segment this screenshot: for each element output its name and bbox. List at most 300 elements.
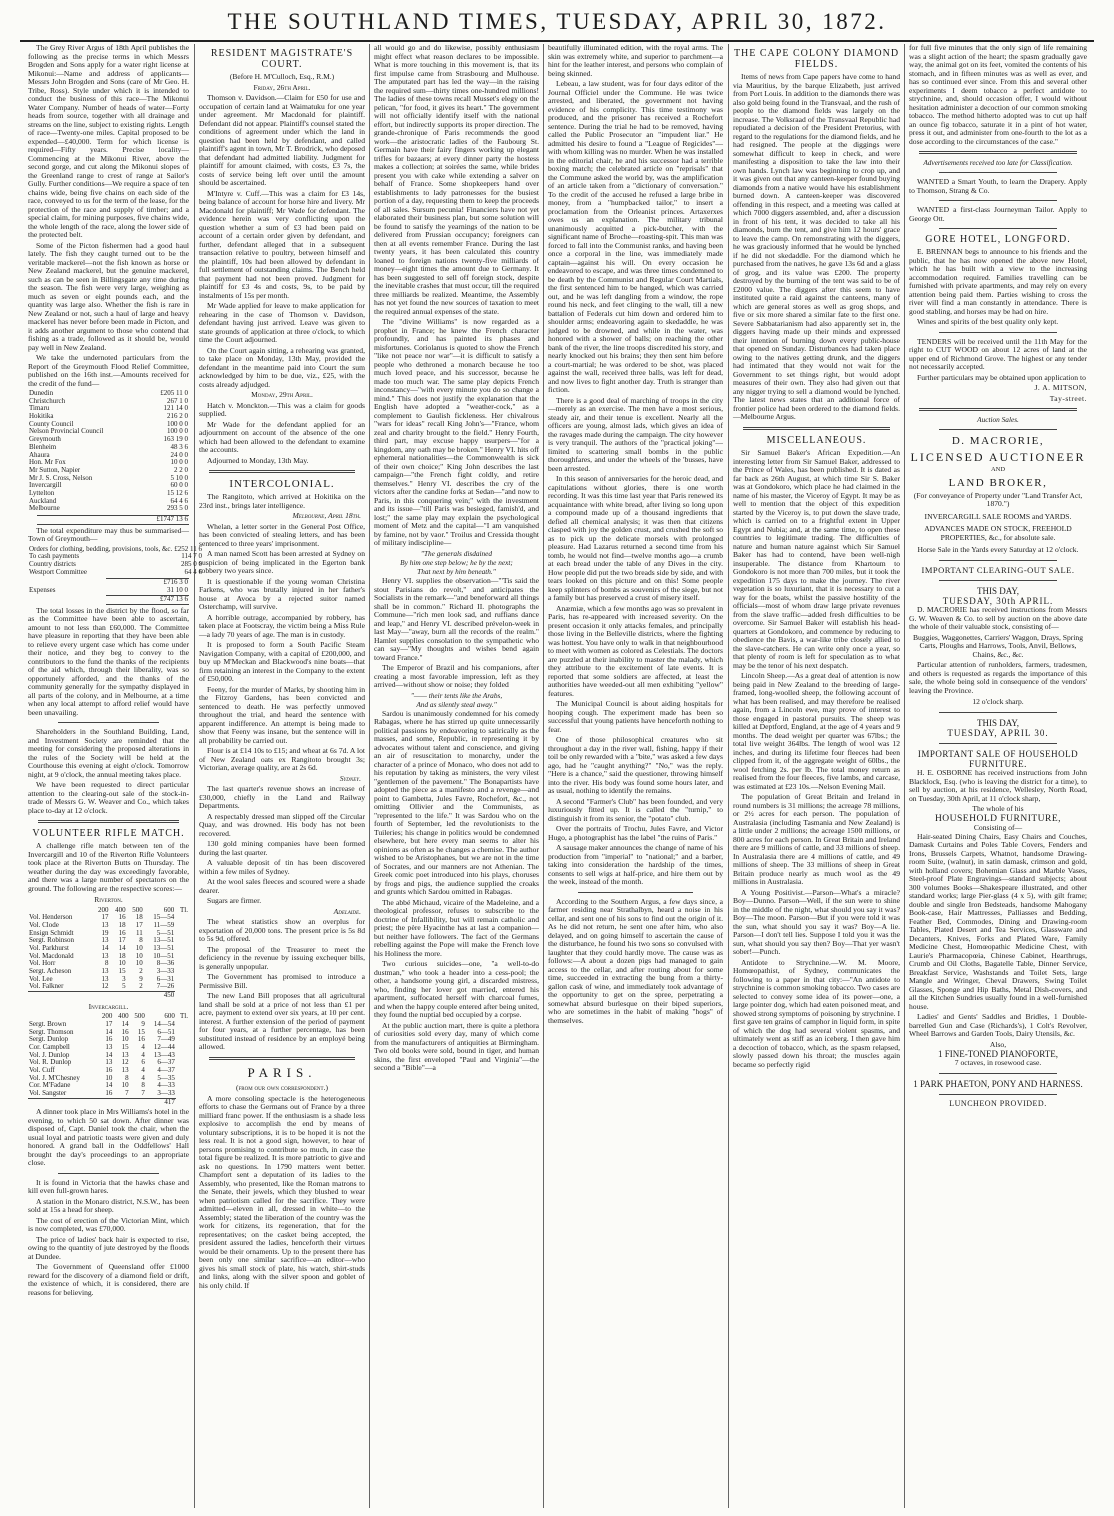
invercargill-table — [28, 1013, 189, 1106]
expend-item: Westport Committee — [29, 567, 87, 576]
yards-header: 600 — [164, 1012, 175, 1021]
heading-cape-colony: THE CAPE COLONY DIAMOND FIELDS. — [733, 48, 900, 71]
score-400: 18 — [118, 951, 126, 960]
masthead — [20, 6, 1094, 42]
yards-header: 500 — [132, 905, 143, 914]
inter-quarter: The last quarter's revenue shows an increase of £30,000, chiefly in the Land and Railway Departments. — [199, 784, 365, 811]
score-500: 4 — [141, 1066, 145, 1075]
score-400: 13 — [121, 1050, 129, 1059]
shooter-name: Vol. Horr — [29, 959, 56, 968]
expend-amount: £252 11 6 — [174, 544, 203, 553]
column-5 — [733, 44, 900, 1506]
yards-header: 400 — [118, 1012, 129, 1021]
inter-farkens: It is questionable if the young woman Christina Farkens, who was brutally injured in her father's house at Avoca by a rejected suitor named Osterchamp, will survive. — [199, 576, 365, 612]
score-total: 417 — [28, 1098, 176, 1106]
inter-rangitoto: The Rangitoto, which arrived at Hokitika on the 23rd inst., brings later intelligence. — [199, 492, 365, 510]
score-400: 10 — [121, 1035, 129, 1044]
article-mint: The cost of erection of the Victorian Mint, which is now completed, was £70,000. — [28, 1215, 189, 1234]
score-500: 10 — [135, 944, 143, 953]
article-clearing: We have been requested to direct particular attention to the clearing-out sale of the stock-in-trade of Messrs G. W. Weaver and Co., which takes place to-day at 12 o'clock. — [28, 780, 189, 815]
paris-p9: At the public auction mart, there is quite a plethora of curiosities sold every day, many of which come from the manufacturers of antiquities at Birmingham. Two old books were sold, bound in tiger, and human skins, the first enveloped "Paul and Virginia"—the second a "Bible"—a — [374, 1020, 539, 1073]
expend-total-value: £747 13 6 — [106, 595, 189, 604]
score-200: 13 — [101, 974, 109, 983]
expend-table — [28, 546, 203, 577]
misc-antidote: Antidote to Strychnine.—W. M. Moore, Homœopathist, of Sydney, communicates the following to a paper in that city:—"An antidote to strychnine is common smoking tobacco. Two cases are selected to convey some idea of its power—one, a large pointer dog, which had eaten poisoned meat, and showed strong symptoms of poisoning by strychnine. I first gave ten grains of camphor in liquid form, in spite of which the dog had several violent spasms, and ultimately went as stiff as an iceberg. I then gave him a decoction of tobacco, which, as the spasm relapsed, slowly passed down his throat; the muscles again became so perfectly rigid — [733, 957, 900, 1069]
quote-line: "—— their tents like the Arabs, — [410, 690, 503, 700]
separator — [939, 712, 1057, 713]
score-total-row — [28, 992, 189, 1000]
article-monaro: A station in the Monaro district, N.S.W., has been sold at 15s a head for sheep. — [28, 1196, 189, 1215]
relief-amount: 5 10 0 — [170, 473, 188, 482]
score-400: 18 — [118, 920, 126, 929]
ad-luncheon: LUNCHEON PROVIDED. — [949, 1098, 1047, 1108]
score-400: 16 — [118, 913, 126, 922]
paris-p13: In this season of anniversaries for the heroic dead, and capitulations without glories, there is one worth recording. It was this time last year that Paris renewed its acquaintance with white bread, after living so long upon a compound made up of a thousand ingredients that defied all chemical analysis; it was then that citizens clasped with joy the golden crust, and crushed the soft so as to pick up the delicate morsels with prolonged pleasure. Had Lazarus returned a second time from his tomb, he would not find—twelve months ago—a crumb at each bread under the table of any Dives in the city. How people did put the two breads side by side, and with tears looked on this picture and on this! Some people keep splinters of bombs as souvenirs of the siege, but not a family but has preserved a crust of misery itself. — [548, 474, 723, 602]
score-600-total: 13—43 — [153, 1050, 175, 1059]
riverton-table — [28, 907, 189, 1000]
shooter-name: Sergt. Thomson — [29, 1027, 74, 1036]
ad-tenders: TENDERS will be received until the 11th May for the right to CUT WOOD on about 12 acres of land at the upper end of Richmond Grove. The highest or any tender not necessarily accepted. — [909, 336, 1087, 372]
relief-amount: 216 2 0 — [167, 412, 188, 421]
ad-also: Also, — [989, 1039, 1007, 1049]
paris-p11: Lebeau, a law student, was for four days editor of the Journal Officiel under the Commune. He was twice arrested, and liberated, the government not having evidence of his complicity. This time testimony was produced, and the prisoner has received a Rochefort sentence. During the trial he had to be removed, having called the Public Prosecutor an "impudent liar." He admitted his desire to found a "League of Regicides"—with whom killing was no murder. When he was installed in the editorial chair, he and his successor had a terrible boxing match; the celebrated article on "reprisals" that the Commune asked the world by, was the amplification of an article taken from a "dictionary of conversation." To the credit of the accused he refused a large bribe in money, from a "humpbacked tailor," to insert a proclamation from the Orleanist princes. Artaxerxes owes us an explanation. The military tribunal unanimously acquitted a pick-butcher, with the significant name of Broche—roasting-spit. This man was forced to fall into the Communist ranks, and having been once a corporal in the line, was immediately made captain—against his will. On every occasion he endeavored to escape, and was three times condemned to be death by the Communist and Regular Court Martials, the first sentenced him to be hanged, which was carried out, and he was left dangling from a window, the rope round his neck, and feet clinging to the wall, till a new battalion of Federals cut him down and ordered him to shoulder arms; endeavoring again to skedaddle, he was judged to be drowned, and while in the water, was honored with a shower of balls; on reaching the other bank of the river, the line troops discredited his story, and nearly knocked out his brains; they then sent him before a court-martial; he was ordered to be shot, was placed against the wall, received three balls, was left for dead, and now lives to fight another day. Truth is stranger than fiction. — [548, 79, 723, 394]
relief-amount: 48 3 6 — [170, 442, 188, 451]
ad-sale-rooms: INVERCARGILL SALE ROOMS and YARDS. — [924, 511, 1072, 521]
relief-source: County Council — [29, 419, 74, 428]
yards-header: 600 — [163, 905, 175, 914]
relief-amount: 10 0 0 — [170, 458, 188, 467]
shooter-name: Vol. Macdonald — [29, 951, 74, 960]
inter-landbill: The new Land Bill proposes that all agricultural land shall be sold at a price of not less than £1 per acre, payment to extend over six years, at 10 per cent. interest. A further extension of the period of payment for four years, at a further percentage, has been substituted instead of residence by an employé being allowed. — [199, 991, 365, 1052]
separator — [38, 820, 179, 823]
score-200: 12 — [101, 982, 109, 991]
article-shareholders: Shareholders in the Southland Building, Land, and Investment Society are reminded that the meeting for considering the proposed alterations in the rules of the Society will be held at the Courthouse this evening at eight o'clock. Tomorrow night, at 9 o'clock, the annual meeting takes place. — [28, 727, 189, 779]
column-rule — [728, 44, 729, 1508]
article-relief-intro: We take the undernoted particulars from the Report of the Greymouth Flood Relief Committee, published on the 16th inst.—Amounts received for the credit of the fund— — [28, 353, 189, 388]
score-500: 11 — [136, 928, 143, 937]
article-losses: The total losses in the district by the flood, so far as the Committee have been able to ascertain, amount to not less than £60,000. The Committee have pleasure in reporting that they have been able to relieve every urgent case which has come under their notice, and they beg to convey to the contributors to the fund the thanks of the recipients of the aid which, through their liberality, was so opportunely afforded, and the thanks of the community generally for the sympathy displayed in all parts of the colony, and in Melbourne, at a time when any local attempt to afford relief would have been unavailing. — [28, 605, 189, 717]
ad-advances: ADVANCES MADE ON STOCK, FREEHOLD PROPERTIES, &c., for absolute sale. — [924, 524, 1072, 542]
inter-horrible: A horrible outrage, accompanied by robbery, has taken place at Footscray, the victim being a Miss Rule—a lady 70 years of age. The man is in custody. — [199, 612, 365, 639]
yards-header: 400 — [115, 905, 126, 914]
paris-p4: Henry VI. supplies the observation—"'Tis said the stout Parisians do revolt," and anticipates the Socialists in the remark—"and beneforward all things shall be in common." Richard II. photographs the Commune—"rich men look sad, and ruffians dance and leap," and Henry VI. described prévelon-week in last May—"away, burn all the records of the realm." Hamlet supplies consolation to the sympathetic who can say—"My thoughts and wishes bend again toward France." — [374, 576, 539, 662]
ad-mitson: J. A. MITSON, — [1034, 383, 1087, 393]
column-6 — [909, 44, 1087, 1506]
column-4 — [548, 44, 723, 1506]
score-500: 7 — [141, 1089, 145, 1098]
case-wade1: Mr Wade applied for leave to make application for rehearing in the case of Thomson v. Davidson, defendant having just arrived. Leave was given to state grounds of application at three o'clock, to which time the Court adjourned. — [199, 301, 365, 345]
ad-this-day: THIS DAY, — [976, 586, 1019, 597]
ad-licensed: LICENSED AUCTIONEER — [910, 449, 1086, 464]
score-500: 8 — [141, 1081, 145, 1090]
separator — [939, 743, 1057, 744]
ad-gore-wines: Wines and spirits of the best quality only kept. — [917, 317, 1059, 327]
relief-amount: 24 0 0 — [170, 450, 188, 459]
score-600-total: 4—37 — [157, 1066, 175, 1075]
yards-header: 200 — [101, 1012, 113, 1021]
case-resit: On the Court again sitting, a rehearing was granted, to take place on Monday, 13th May, provided the defendant in the meantime paid into Court the sum acknowledged by him to be due, viz., £25, with the costs already adjudged. — [199, 345, 365, 389]
expenses-label: Expenses — [29, 586, 56, 595]
relief-source: Nelson Provincial Council — [29, 427, 104, 436]
inter-wool: At the wool sales fleeces and scoured were a shade dearer. — [199, 877, 365, 895]
relief-amount: 60 0 0 — [170, 481, 188, 490]
score-total: 450 — [28, 992, 175, 1000]
score-400: 13 — [121, 1066, 129, 1075]
relief-total-value: £1747 13 6 — [37, 516, 189, 525]
score-400: 10 — [118, 959, 126, 968]
separator — [939, 429, 1057, 430]
ad-tuesday: TUESDAY, 30th APRIL. — [942, 596, 1054, 607]
score-400: 10 — [121, 1081, 129, 1090]
paris-p8: Two curious suicides—one, "a well-to-do dustman," who took a header into a cess-pool; the other, a handsome young girl, a discarded mistress, who, finding her lover got married, entered his apartment, suffocated herself with charcoal fumes, and when the happy couple entered after being united, they found the nuptial bed occupied by a corpse. — [374, 959, 539, 1020]
ad-important-sale: IMPORTANT SALE OF HOUSEHOLD FURNITURE. — [917, 748, 1079, 770]
ad-tenders-further: Further particulars may be obtained upon application to — [917, 372, 1086, 382]
paris-p1: A more consoling spectacle is the heterogeneous efforts to chase the Germans out of France by a three milliard franc power. If the enthusiasm is a shade less explosive to accomplish the end by means of voluntary subscriptions, it is to be hoped it is not the less real. It is not a good sign, however, to hear of persons promising to contribute so much, in case the total figure be realized. It is more patriotic to give and ask no questions. In 1790 matters went better. Champfort sent a deputation of its ladies to the Assembly, who presented, like the Roman matrons to the Senate, their jewels, which they blushed to wear when patriotism called for the sacrifice. They were admitted—eleven in all, dressed in white—to the Assembly; stated the liberation of the country was the work for citizens, its regeneration, that for the representatives; on the casket being accepted, the president assured the ladies, henceforth their virtues would be their ornaments. Up to the present there has been only one similar sacrifice—an editor—who gives his small stock of plate, his watch, shirt-studs and links, along with the silver spoon and goblet of his only child. If — [199, 1093, 365, 1290]
case-adjourned: Adjourned to Monday, 13th May. — [207, 455, 309, 465]
score-200: 8 — [105, 959, 109, 968]
score-400: 8 — [125, 1073, 129, 1082]
relief-amount: 293 5 0 — [167, 504, 188, 513]
auction-sales-label: Auction Sales. — [977, 415, 1019, 425]
column-2 — [199, 44, 365, 1506]
heading-miscellaneous: MISCELLANEOUS. — [766, 434, 867, 446]
relief-source: Ahaura — [29, 450, 50, 459]
quote-line: By him one step below; he by the next; — [400, 557, 513, 567]
paris-p19: A sausage maker announces the change of name of his production from "imperial" to "national;" and a barber, taking into consideration the hardship of the times, consents to sell wigs at half-price, and hire them out by the week, instead of the month. — [548, 843, 723, 886]
separator — [939, 1073, 1057, 1074]
score-200: 10 — [105, 1073, 113, 1082]
score-600-total: 7—26 — [156, 982, 175, 991]
score-500: 10 — [135, 959, 143, 968]
inter-flour: Flour is at £14 10s to £15; and wheat at 6s 7d. A lot of New Zealand oats ex Rangitoto brought 3s; Victorian, average quality, are at 2s 6d. — [199, 746, 365, 773]
separator — [58, 1173, 159, 1174]
expend-item: To cash payments — [29, 552, 80, 561]
score-500: 17 — [135, 920, 143, 929]
invercargill-label: Invercargill. — [88, 1001, 129, 1011]
article-victoria: It is found in Victoria that the hawks chase and kill even full-grown hares. — [28, 1177, 189, 1196]
score-200: 13 — [101, 936, 109, 945]
paris-sub: (from our own correspondent.) — [236, 1083, 328, 1093]
case-wade2: Mr Wade for the defendant applied for an adjournment on account of the absence of the one which had been allowed to the defendant to examine the accounts. — [199, 419, 365, 455]
table-row — [28, 444, 189, 452]
heading-paris: PARIS. — [247, 1064, 317, 1080]
score-500: 2 — [139, 982, 143, 991]
column-rule — [904, 44, 905, 1508]
ad-weaver: D. MACRORIE has received instructions from Messrs G. W. Weaven & Co. to sell by auction on the above date the whole of their valuable stock, consisting of— — [909, 605, 1087, 632]
score-500: 9 — [139, 974, 143, 983]
paris-p15: The Municipal Council is about aiding hospitals for hooping cough. The experiment made has been so successful that young patients have henceforth nothing to fear. — [548, 699, 723, 734]
shooter-name: Vol. Parkhurst — [29, 944, 69, 953]
score-600-total: 10—51 — [153, 951, 175, 960]
score-600-total: 3—33 — [156, 967, 175, 976]
ad-household: HOUSEHOLD FURNITURE, — [934, 813, 1062, 824]
relief-amount: 100 0 0 — [167, 427, 188, 436]
vol-intro: A challenge rifle match between ten of the Invercargill and 10 of the Riverton Rifle Volunteers took place at the Riverton Butts on Thursday. The weather during the day was exceedingly favorable, and there was a large number of spectators on the ground. The following are the respective scores:— — [28, 841, 189, 893]
score-400: 16 — [121, 1027, 129, 1036]
case-mintyre: M'Intyre v. Cuff.—This was a claim for £3 14s, being balance of account for horse hire and livery. Mr Macdonald for plaintiff; Mr Wade for defendant. The evidence herein was very conflicting upon the question whether a sum of £3 had been paid on account of a certain order given by defendant, and further, defendant alleged that in a subsequent transaction relative to poultry, between himself and the plaintiff, 10s had been allowed by defendant in full settlement of outstanding claims. The Bench held that payment had not been proved. Judgment for plaintiff for £3 4s and costs, 9s, to be paid by instalments of 15s per month. — [199, 188, 365, 300]
paris-p12: There is a good deal of marching of troops in the city—merely as an exercise. The men have a most serious, steady air, and their tenue is excellent. Nearly all the officers are young, almost lads, which gives an idea of the ravages made during the campaign. The city however is very tranquil. The authors of the "practical joking"—limited to scattering small bombs in the public thoroughfares, and under the wheels of the 'busses, have been arrested. — [548, 395, 723, 473]
column-3 — [374, 44, 539, 1506]
relief-source: Mr Sutton, Napier — [29, 465, 81, 474]
ad-land-broker: LAND BROKER, — [948, 477, 1048, 490]
score-600-total: 6—51 — [157, 1027, 175, 1036]
score-500: 6 — [141, 1058, 145, 1067]
score-600-total: 15—54 — [153, 913, 175, 922]
yards-header: Tl. — [180, 905, 188, 914]
ad-and: AND — [990, 466, 1006, 474]
relief-source: Hokitika — [29, 412, 54, 421]
relief-source: Invercargill — [29, 481, 62, 490]
ad-saddles: Ladies' and Gents' Saddles and Bridles, 1 Double-barrelled Gun and Case (Richards's), 1 Colt's Revolver, Wheel Barrows and Garden Tools, Dairy Utensils, &c. — [909, 1012, 1087, 1039]
score-500: 9 — [141, 1019, 145, 1028]
expend-amount: 114 7 0 — [181, 552, 203, 561]
score-600-total: 4—33 — [157, 1081, 175, 1090]
score-200: 13 — [101, 967, 109, 976]
cape-article: Items of news from Cape papers have come to hand via Mauritius, by the barque Elizabeth, just arrived from Port Louis. In addition to the diamonds there was also gold being found in the Transvaal, and the rush of people to the diamond fields was largely on the increase. The Volksraad of the Transvaal Republic had repudiated a decision of the President Pretorius, with regard to the regulations for the diamond fields, and he had resigned. The people at the diggings were somewhat difficult to keep in check, and were manifesting a disposition to take the law into their own hands. Lynch law was beginning to crop up, and it was given out that any canteen-keeper found buying diamonds from a native would have his establishment burned down. A canteen-keeper was discovered offending in this respect, and a meeting was called at which 7000 diggers assembled, and, after a discussion in front of his tent, it was decided to take all his diamonds, burn the tent, and give him 12 hours' grace to leave the camp. On remonstrating with the diggers, he was graciously informed that he would be lynched if he did not skedaddle. For the diamond which he purchased from the natives, he gave 13s 6d and a glass of grog, and its value was £200. The property destroyed by the burning of the tent was said to be of £2000 value. The diggers after this seem to have instituted quite a raid against the canteens, many of which are general stores as well as grog shops, and five or six more shared a similar fate to the first one. Severe Sabbatarianism had also apparently set in, the diggers having made up their minds and expressed their intention of burning down every public-house that opened on Sunday. Disturbances had taken place owing to the natives getting drunk, and the diggers had intimated that they would not wait for the Government to set things right, but would adopt measures of their own. They also had given out that any nigger trying to sell a diamond would be lynched. The latest news states that an additional force of frontier police had been ordered to the diamond fields.—Melbourne Argus. — [733, 72, 901, 422]
score-400: 5 — [122, 982, 126, 991]
yards-header: 500 — [134, 1012, 145, 1021]
dateline-adelaide: Adelaide. — [333, 906, 361, 916]
paris-p16: One of those philosophical creatures who sit throughout a day in the river wall, fishing, happy if their toil be only rewarded with a "bite," was asked a few days ago, had he "caught anything?" "No," was the reply. "Here is a chance," said the questioner, throwing himself into the river. His body was found some hours later, and as usual, nothing to identify the remains. — [548, 735, 723, 795]
separator — [939, 560, 1057, 561]
relief-amount: 121 14 0 — [163, 404, 188, 413]
ad-wanted-tailor: WANTED a first-class Journeyman Tailor. Apply to George Ott. — [909, 205, 1087, 223]
masthead-title: THE SOUTHLAND TIMES, TUESDAY, APRIL 30, 1872. — [227, 9, 887, 34]
shooter-name: Sergt. Brown — [29, 1019, 67, 1028]
shooter-name: Cor. Campbell — [29, 1042, 70, 1051]
score-200: 13 — [105, 1042, 113, 1051]
shooter-name: Sergt. Dunlop — [29, 1035, 69, 1044]
paris-p10: beautifully illuminated edition, with the royal arms. The skin was extremely white, and superior to parchment—a hint for the leather interest, and persons who complain of being skinned. — [548, 43, 723, 78]
score-600-total: 8—36 — [156, 959, 175, 968]
score-500: 4 — [141, 1050, 145, 1059]
column-rule — [369, 44, 370, 1508]
inter-sugars: Sugars are firmer. — [207, 896, 262, 906]
score-200: 13 — [101, 920, 109, 929]
ad-gore-body: E. BRENNAN begs to announce to his friends and the public, that he has now opened the above new Hotel, which he has built with a view to the increasing accommodation required. Families travelling can be furnished with private apartments, and may rely on every attention being paid them. Parties wishing to cross the river will find a man constantly in attendance. There is good stabling, and horses may be had on hire. — [909, 247, 1087, 316]
date-monday: Monday, 29th April. — [251, 390, 313, 400]
score-200: 17 — [101, 913, 109, 922]
relief-source: Melbourne — [29, 504, 60, 513]
relief-source: Greymouth — [29, 435, 61, 444]
score-500: 10 — [135, 951, 143, 960]
paris-p5: The Emperor of Brazil and his companions, after creating a most favorable impression, left as they arrived—without show or noise; they folded — [374, 663, 539, 690]
score-600-total: 3—33 — [157, 1089, 175, 1098]
score-200: 16 — [105, 1035, 113, 1044]
score-600-total: 7—49 — [157, 1035, 175, 1044]
shooter-name: Vol. Sangster — [29, 1089, 67, 1098]
relief-source: Dunedin — [29, 389, 54, 397]
relief-amount: 163 19 0 — [163, 435, 188, 444]
separator — [578, 892, 693, 893]
separator — [939, 172, 1057, 173]
paris-p7: The abbé Michaud, vicaire of the Madeleine, and a theological professor, refuses to subscribe to the doctrine of Infallibility, but will remain catholic and priest; the père Hyacinthe has at last a companion—but neither have followers. The fact of the Germans rebelling against the Pope will make the French love his Holiness the more. — [374, 897, 539, 958]
inter-permissive: The Government has promised to introduce a Permissive Bill. — [199, 972, 365, 990]
expend-amount: 64 4 6 — [184, 567, 203, 576]
quote-line: "The generals disdained — [420, 548, 493, 558]
ad-mitson-street: Tay-street. — [1049, 393, 1087, 403]
ad-furniture-list: Hair-seated Dining Chairs, Easy Chairs and Couches, Damask Curtains and Poles Table Covers, Fenders and Irons, Brussels Carpets, Whatnot, handsome Drawing-room Suite, (walnut), in satin damask, crimson and gold, with holland covers; Bohemian Glass and Marble Vases, Steel-proof Plate Engravings—standard subjects; about 300 volumes Books—Shakespeare illustrated, and other standard works; large Pier-glass (4 x 5), with gilt frame; double and single Iron Bedsteads, handsome Mahogany Book-case, Hair Mattresses, Palliasses and Bedding, Feather Bed, Commodes, Dining and Drawing-room Tables, Plated Desert and Tea Services, Glassware and Decanters, Knives, Forks and Plated Ware, Family Medicine Chest, Homœopathic Medicine Chest, with Laurie's Pharmacopœia, Chinese Cabinet, Hearthrugs, Crumb and Oil Cloths, Bagatelle Table, Dinner Service, Breakfast Service, Washstands and Toilet Sets, large Mangle and Wringer, Cheval Drawers, Swing Toilet Glasses, Sponge and Hip Baths, Metal Dish-covers, and all the Kitchen Sundries usually found in a well-furnished house. — [909, 831, 1087, 1011]
shooter-name: Vol. Clode — [29, 920, 59, 929]
score-400: 12 — [121, 1058, 129, 1067]
separator — [919, 151, 1077, 154]
score-400: 3 — [122, 974, 126, 983]
score-200: 14 — [101, 944, 109, 953]
late-ads-label: Advertisements received too late for Classification. — [923, 158, 1073, 167]
score-200: 16 — [105, 1066, 113, 1075]
article-strathalbyn: According to the Southern Argus, a few days since, a farmer residing near Strathalbyn, heard a noise in his cellar, and sent one of his sons to find out the origin of it. As he did not return, he sent one after him, who also delayed, and on going himself to ascertain the cause of the disturbance, he found his two sons so convulsed with laughter that they could hardly move. The cause was as follows:—A about a dozen pigs had managed to gain access to the cellar, and after routing about for some time, succeeded in extracting the bung from a thirty-gallon cask of wine, and immediately took advantage of the opportunity to get on the spree, perpetrating a somewhat absurd burlesque on their biped superiors, who are sometimes in the habit of making "hogs" of themselves. — [548, 896, 723, 1025]
shooter-name: Cor. M'Fadane — [29, 1081, 71, 1090]
score-500: 2 — [139, 967, 143, 976]
paris-p3: The "divine Williams" is now regarded as a prophet in France; he knew the French character profoundly, and has painted its phases and misfortunes. Coriolanus is quoted to show the French "like not peace nor war"—it is difficult to satisfy a people who dethroned a monarch because he too much loved peace, and his successor, because he made too much war. The same play depicts French inconstancy—"with every minute you do so change a mind." This does not justify the explanation that the English have adopted a "weather-cock," as a complement to Gaulish fickleness. Her chivalrous "wars for ideas" recall King John's—"France, whom zeal and charity brought to the field." Henry Fourth, third part, may excuse happy usurpers—"for a kingdom, any oath may be broken." Henry VI. hits off ephemeral nationalities—the Commonwealth is sick of their own choice;" King John describes the last campaign—"the French fight coldly, and retire themselves." Henry VI. describes the cry of the victors after the candine forks at Sedan—"and now to Paris, in this conquering vein;" with the investment and its issue—"till Paris was besieged, famish'd, and lost;" the same play may explain the psychological moment of Metz and the capital—"I am vanquished by famine, not by vaor." Troilus and Cressida thought of military indiscipline— — [374, 317, 539, 547]
ad-wanted-youth: WANTED a Smart Youth, to learn the Drapery. Apply to Thomson, Strang & Co. — [909, 177, 1087, 195]
case-thomson: Thomson v. Davidson.—Claim for £50 for use and occupation of certain land at Waimatuku for one year under agreement. Mr Macdonald for plaintiff. Defendant did not appear. Plaintiff's counsel stated the conditions of agreement under which the land in question had been held by defendant, and called plaintiff's agent in town, Mr T. Brodrick, who deposed that defendant had admitted liability. Judgment for plaintiff for amount claimed, with costs, £3 7s, the costs of service being left over until the amount should be ascertained. — [199, 93, 365, 188]
relief-source: Auckland — [29, 496, 57, 505]
separator — [919, 408, 1077, 411]
column-rule — [194, 44, 195, 1508]
dateline-melbourne: Melbourne, April 18th. — [292, 511, 361, 521]
score-400: 16 — [118, 928, 126, 937]
score-200: 14 — [105, 1081, 113, 1090]
score-600-total: 13—51 — [153, 936, 175, 945]
shooter-name: Vol. J. Dunlop — [29, 1050, 70, 1059]
relief-source: Timaru — [29, 404, 50, 413]
inter-feeny: Feeny, for the murder of Marks, by shooting him in the Fitzroy Gardens, has been convicted and sentenced to death. He was perfectly unmoved throughout the trial, and heard the sentence with apparent indifference. An attempt is being made to show that Feeny was insane, but the sentence will in all probability be carried out. — [199, 684, 365, 745]
score-500: 18 — [135, 913, 143, 922]
relief-amount: 100 0 0 — [167, 419, 188, 428]
quote-line: And as silently steal away." — [416, 699, 497, 709]
relief-source: Mr J. S. Cross, Nelson — [29, 473, 93, 482]
ad-clearing-heading: IMPORTANT CLEARING-OUT SALE. — [921, 564, 1075, 575]
paris-p14: Anæmiæ, which a few months ago was so prevalent in Paris, has re-appeared with increased severity. On the present occasion it only attacks females, and principally those living in the Belleville districts, where the fighting was hottest. You have only to walk in that neighbourhood to meet with women as colored as Celestials. The doctors are puzzled at their inability to master the malady, which they attribute to the excitement of late events. It is reported that some soldiers are affected, at least the authorities have weeded-out all men exhibiting "yellow" features. — [548, 603, 723, 698]
score-600-total: 14—54 — [153, 1019, 175, 1028]
shooter-name: Ensign Schmidt — [29, 928, 74, 937]
inter-gold: 130 gold mining companies have been formed during the last quarter. — [199, 839, 365, 857]
ad-horse-sale: Horse Sale in the Yards every Saturday at 12 o'clock. — [917, 545, 1079, 555]
score-500: 8 — [139, 936, 143, 945]
relief-total — [28, 515, 189, 525]
table-row — [28, 569, 203, 577]
score-400: 14 — [121, 1019, 129, 1028]
score-500: 15 — [137, 1027, 145, 1036]
article-argus: The Grey River Argus of 18th April publishes the following as the precise terms in which Messrs Brogden and Sons apply for a water right license at Mikonui:—Name and address of applicants—Messrs John Brogden and Sons (care of Mr Geo. H. Tribe, Ross). Style under which it is intended to conduct the business of this race—The Mikonui Water Company. Number of heads of water—Forty heads from source, together with all drainage and streams on the line, subject to existing rights. Length of race—Twenty-one miles. Capital proposed to be expended—£40,000. Term for which license is required—Fifty years. Precise locality—Commencing at the Mikonui River, above the second gorge, and cut along the Mikonui slopes of the Greenland range to crest of range at Sailor's Gully. Further conditions—We require a space of ten chains wide, being five chains on each side of the race, conveyed to us for the term of the lease, for the protection of the race and supply of timber; and a special claim, for mining purposes, five chains wide, the whole length of the race, along the lower side of the protected belt. — [28, 43, 189, 239]
shooter-name: Vol. R. Dunlop — [29, 1058, 72, 1067]
ad-conveyance: (For conveyance of Property under "Land Transfer Act, 1870.") — [913, 490, 1083, 509]
heading-volunteer-rifle-match: VOLUNTEER RIFLE MATCH. — [32, 828, 185, 839]
score-500: 4 — [141, 1073, 145, 1082]
score-600-total: 13—51 — [153, 944, 175, 953]
score-200: 14 — [105, 1050, 113, 1059]
relief-amount: 64 4 6 — [170, 496, 188, 505]
misc-young: A Young Positivist.—Parson—What's a miracle? Boy—Dunno. Parson—Well, if the sun were to shine in the middle of the night, what should you say it was? Boy—The moon. Parson—But if you were told it was the sun, what should you say it was? Boy—A lie. Parson—I don't tell lies. Suppose I told you it was the sun, what should you say then? Boy—That yer wasn't sober!—Punch. — [733, 887, 900, 957]
score-400: 15 — [118, 967, 126, 976]
relief-source: Blenheim — [29, 442, 57, 451]
relief-table — [28, 390, 189, 513]
score-600-total: 11—59 — [153, 920, 175, 929]
misc-lincoln: Lincoln Sheep.—As a great deal of attention is now being paid in New Zealand to the breeding of large-framed, long-woolled sheep, the following account of what has been realised, and may therefore be realised again, from a Lincoln ewe, may prove of interest to those engaged in pastoral pursuits. The sheep was killed at Deptford, England, at the age of 4 years and 9 months. The dead weight per quarter was 67lbs.; the total live weight 364lbs. The length of wool was 12 inches, and during its lifetime four fleeces had been clipped from it, of the aggregate weight of 60lbs., the wool fetching 2s. per lb. The total money return as realised from the four fleeces, five lambs, and carcase, was estimated at £23 10s.—Nelson Evening Mail. — [733, 671, 900, 791]
ad-phaeton: 1 PARK PHAETON, PONY AND HARNESS. — [913, 1078, 1083, 1089]
yards-header: 200 — [98, 905, 109, 914]
riverton-label: Riverton. — [94, 895, 123, 905]
heading-rm-court: RESIDENT MAGISTRATE'S COURT. — [210, 48, 354, 71]
yards-header: Tl. — [180, 1012, 188, 1021]
score-200: 16 — [105, 1089, 113, 1098]
score-600-total: 5—35 — [157, 1073, 175, 1082]
shooter-name: Vol. Cuff — [29, 1066, 55, 1075]
paris-p6: Sardou is unanimously condemned for his comedy Rabagas, where he has stirred up quite unnecessarily political passions by endeavoring to satirically as the masses, and some, Republic, in representing it by advocates without talent and conscience, and giving an air of resuscitation to monarchy, under the character of a prince of Monaco, who does not add to his reputation by taking as ministers, the very vilest "gentlemen of the pavement." The Bonapartists have adopted the piece as a manifesto and a revenge—and point to Gambetta, Jules Favre, Rochefort, &c., not omitting Ollivier and the Communists, as "represented to the life." It was Sardou who on the fourth of September, led the revolutionists to the Tuileries; his change in politics would be condemned elsewhere, but here every man seems to alter his opinions as often as he changes a chemise. The author wished to be Aristophanes, but we are not in the time of Socrates, and our manners are not Athenian. The Greek comic poet introduced into his plays, choruses by frogs and pigs, the audience supplied the croaks and grunts which Sardou omitted in Rabagas. — [374, 708, 539, 897]
inter-dredge: A respectably dressed man slipped off the Circular Quay, and was drowned. His body has not been recovered. — [199, 811, 365, 838]
inter-whelan: Whelan, a letter sorter in the General Post Office, has been convicted of stealing letters, and has been sentenced to three years' imprisonment. — [199, 521, 365, 548]
ad-whole: The whole of his — [972, 804, 1024, 814]
column-1 — [28, 43, 203, 1506]
score-500: 4 — [141, 1042, 145, 1051]
score-200: 13 — [105, 1058, 113, 1067]
score-600-total: 5—51 — [156, 928, 175, 937]
heading-intercolonial: INTERCOLONIAL. — [229, 478, 335, 491]
score-400: 15 — [121, 1042, 129, 1051]
score-400: 17 — [118, 936, 126, 945]
ad-octaves: 7 octaves, in rosewood case. — [954, 1058, 1042, 1068]
ad-tuesday-2: TUESDAY, APRIL 30. — [947, 727, 1049, 738]
relief-source: Christchurch — [29, 396, 66, 405]
shooter-name: Vol. Falkner — [29, 982, 64, 991]
rmc-before: (Before H. M'Culloch, Esq., R.M.) — [229, 72, 335, 82]
ad-osborne: H. E. OSBORNE has received instructions from John Blacklock, Esq. (who is leaving the district for a time), to sell by auction, at his residence, Wellesley, North Road, on Tuesday, 30th April, at 11 o'clock sharp, — [909, 768, 1087, 803]
score-600-total: 6—37 — [157, 1058, 175, 1067]
expend-sub — [28, 578, 189, 604]
shooter-name: Vol. Henderson — [29, 913, 73, 922]
expend-intro: The total expenditure may thus be summarised—Town of Greymouth— — [28, 525, 189, 544]
score-200: 19 — [101, 928, 109, 937]
score-600-total: 12—44 — [153, 1042, 175, 1051]
expenses-value: 31 10 0 — [167, 586, 188, 595]
article-picton: Some of the Picton fishermen had a good haul lately. The fish they caught turned out to be the veritable mackerel—not the fish known as horse or New Zealand mackerel, but the genuine mackerel, such as can be seen in Billingsgate any time during the season. The fish were very large, weighing as much as seven or eight pounds each, and the quantity was large also. Whether the fish is rare in New Zealand or not, such a haul of large and heavy mackerel has never before been made in Picton, and it adds another argument to those who contend that fishing as a trade, followed as it should be, would pay well in New Zealand. — [28, 240, 189, 352]
article-dinner: A dinner took place in Mrs Williams's hotel in the evening, to which 50 sat down. After dinner was disposed of, Capt. Daniel took the chair, when the usual loyal and patriotic toasts were given and duly honored. A grand ball in the Oddfellows' Hall brought the day's proceedings to an appropriate close. — [28, 1107, 189, 1168]
article-queensland: The Government of Queensland offer £1000 reward for the discovery of a diamond field or drift, the existence of which, it is considered, there are reasons for believing. — [28, 1262, 189, 1297]
inter-scott: A man named Scott has been arrested at Sydney on suspicion of being implicated in the Egerton bank robbery two years since. — [199, 549, 365, 576]
paris-p17: A second "Farmer's Club" has been founded, and very luxuriously fitted up. It is called the "turnip," to distinguish it from its senior, the "potato" club. — [548, 796, 723, 823]
relief-amount: 267 1 0 — [167, 396, 188, 405]
shooter-name: Sergt. Robinson — [29, 936, 74, 945]
score-total-row — [28, 1098, 189, 1106]
relief-source: Hon. Mr Fox — [29, 458, 66, 467]
paris-p18: Over the portraits of Trochu, Jules Favre, and Victor Hugo, a photographist has the label "the ruins of Paris." — [548, 824, 723, 842]
misc-baker: Sir Samuel Baker's African Expedition.—An interesting letter from Sir Samuel Baker, addressed to the Prince of Wales, has been published. It is dated as far back as 26th August, at which time Sir S. Baker was at Gondokoro, which place he had claimed in the name of his master, the Viceroy of Egypt. It may be as well to mention that the object of this expedition started by the Viceroy is, to put down the slave trade, which is carried on to a frightful extent in Upper Egypt and Nubia; and, at the same time, to open these countries to legitimate trading. The difficulties of nature and human nature against which Sir Samuel Baker has had to contend, have been well-nigh insuperable. The distance from Khartoum to Gondokoro is not more than 700 miles, but it took the expedition 175 days to make the journey. The river vegetation is so luxuriant, that it is necessary to cut a way for the boats, whilst the passive hostility of the officials—most of whom draw large private revenues from the slave traffic—added fresh difficulties to be overcome. Sir Samuel Baker will establish his head-quarters at Gondokoro, and commence by reducing to obedience the Bavis, a war-like tribe closely allied to the slave-catchers. He can write only once a year, so that plenty of room is left for speculation as to what may be the tenor of his next despatch. — [733, 448, 900, 670]
ad-piano: 1 FINE-TONED PIANOFORTE, — [937, 1049, 1059, 1060]
expend-sub-value: £716 3 0 — [106, 579, 189, 587]
expend-item: Orders for clothing, bedding, provisions, tools, &c. — [29, 544, 173, 553]
column-rule — [543, 44, 544, 1508]
inter-tin: A valuable deposit of tin has been discovered within a few miles of Sydney. — [199, 858, 365, 876]
dateline-sydney: Sydney. — [339, 773, 361, 783]
ad-twelve-sharp: 12 o'clock sharp. — [972, 697, 1024, 707]
separator — [939, 332, 1057, 333]
heading-gore-hotel: GORE HOTEL, LONGFORD. — [925, 234, 1071, 246]
inter-steam: It is proposed to form a South Pacific Steam Navigation Company, with a capital of £200,000, and buy up M'Meckan and Blackwood's nine boats—that firm retaining an interest in the Company to the extent of £50,000. — [199, 640, 365, 684]
shooter-name: Vol. J. M'Chesney — [29, 1073, 80, 1082]
separator — [58, 722, 159, 723]
score-400: 14 — [118, 944, 126, 953]
ad-macrorie-name: D. MACRORIE, — [951, 435, 1045, 448]
ad-consisting: Consisting of— — [973, 823, 1023, 833]
score-500: 16 — [137, 1035, 145, 1044]
date-friday: Friday, 26th April. — [253, 82, 311, 92]
quote-line: That next by him beneath." — [417, 566, 496, 576]
expend-amount: 285 0 0 — [181, 560, 203, 569]
score-200: 14 — [105, 1027, 113, 1036]
separator — [209, 1057, 355, 1060]
relief-source: Lyttelton — [29, 488, 55, 497]
